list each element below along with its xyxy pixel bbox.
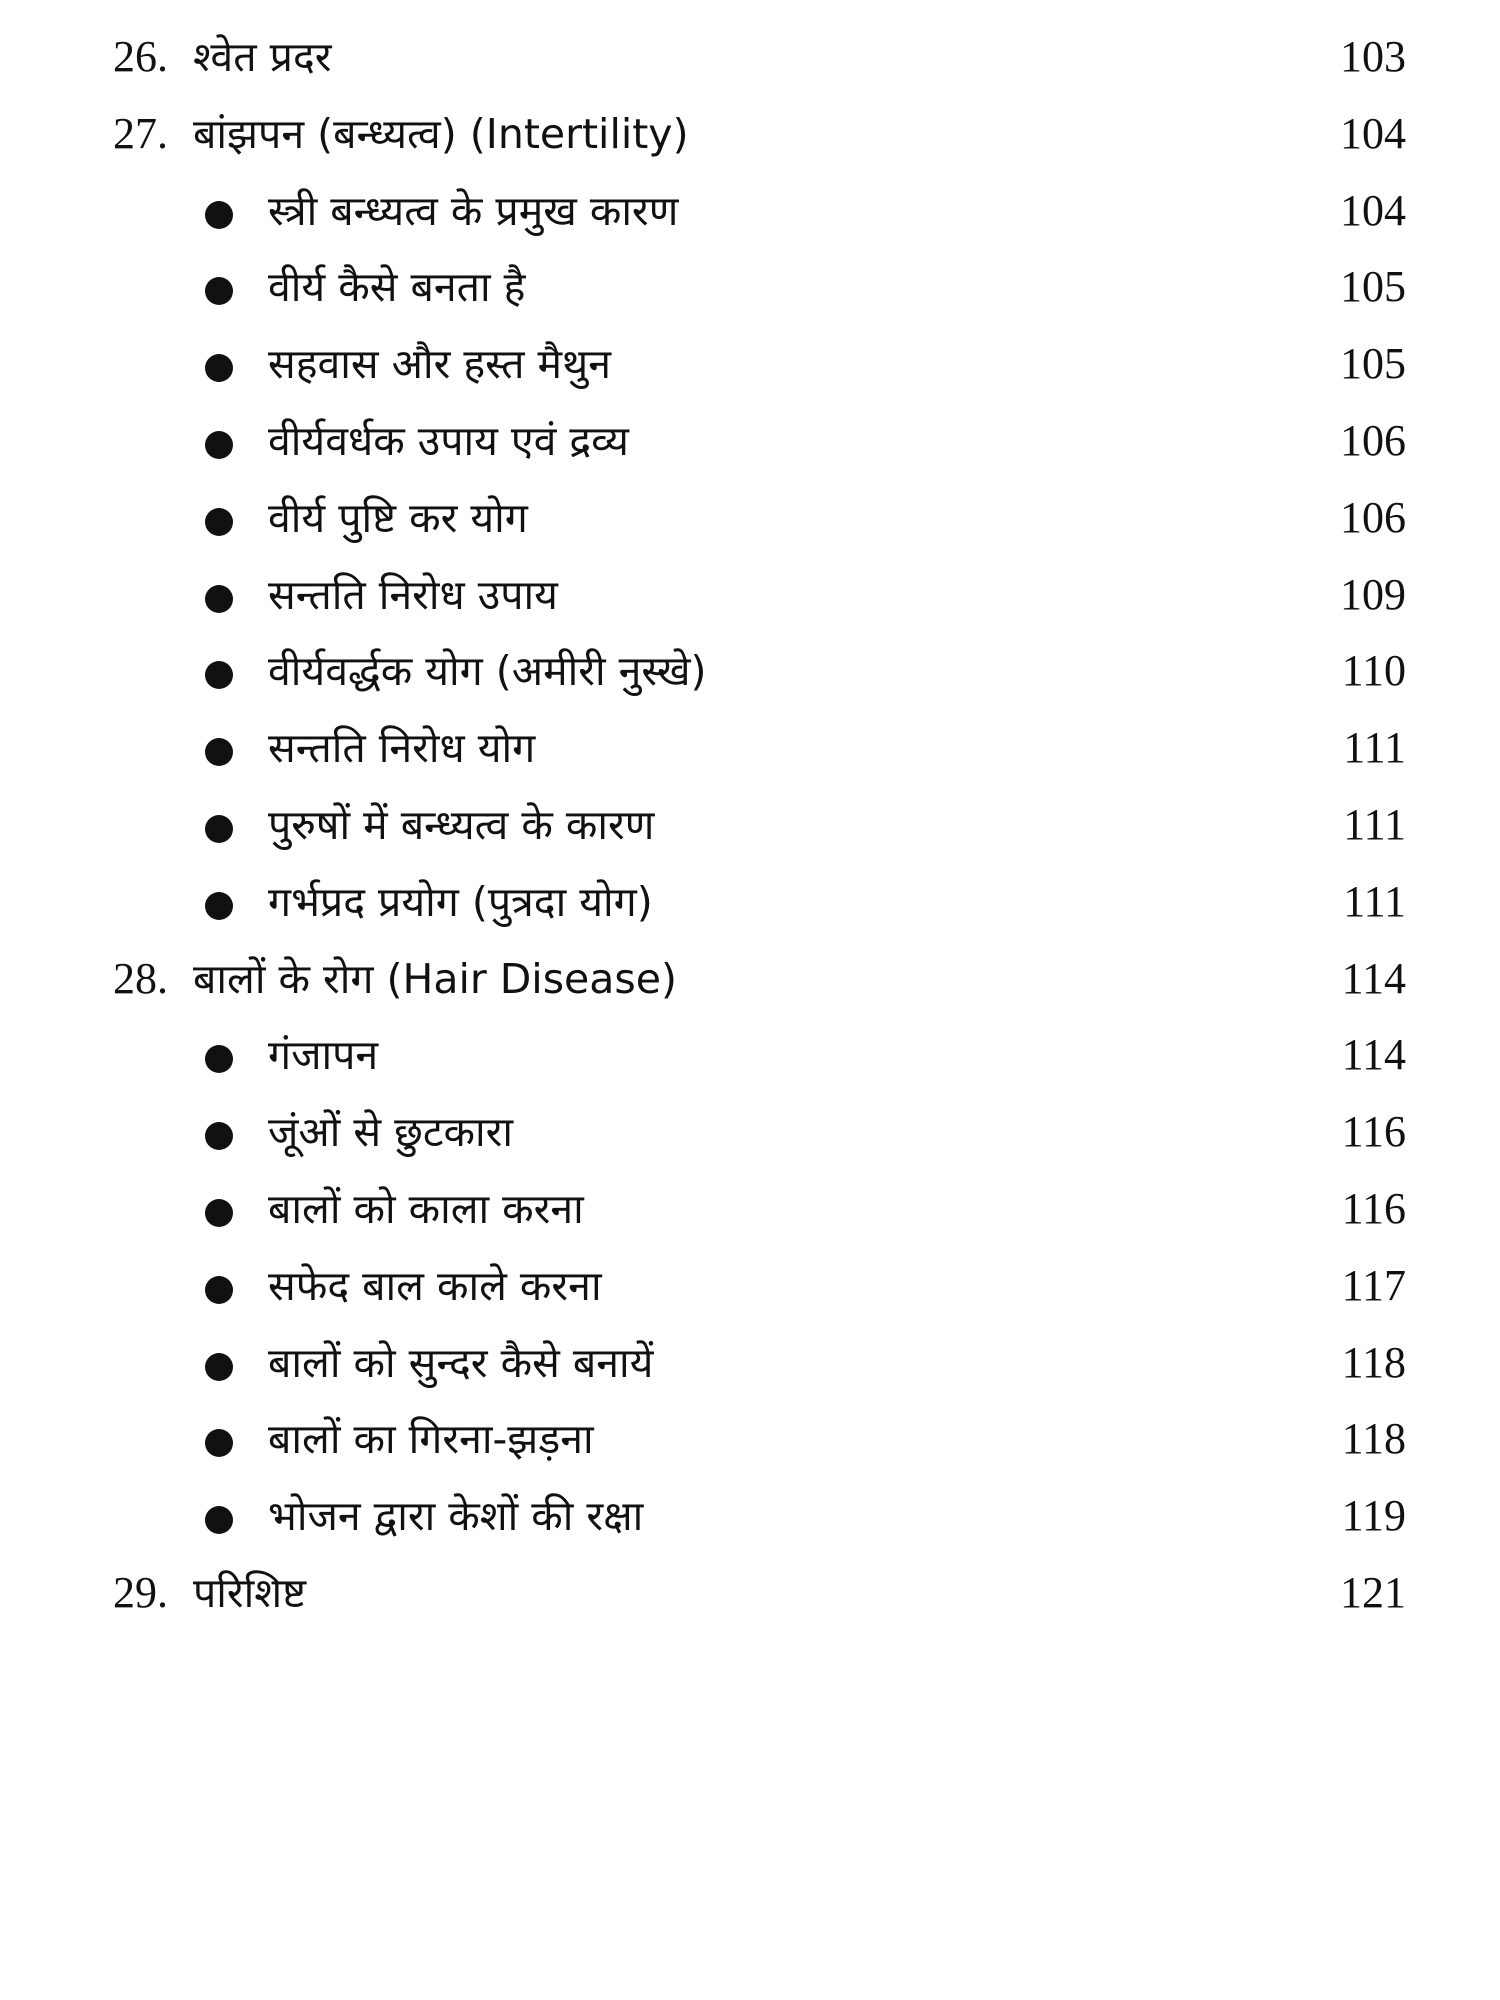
subentry-title: सन्तति निरोध योग (268, 724, 536, 773)
bullet-icon (205, 1506, 233, 1534)
subentry-title: जूंओं से छुटकारा (268, 1108, 514, 1157)
bullet-icon (205, 1429, 233, 1457)
toc-subentry-row (0, 791, 1500, 868)
toc-subentry-row (0, 484, 1500, 561)
page-number: 111 (1343, 799, 1406, 849)
toc-subentry-row (0, 1405, 1500, 1482)
subentry-title: बालों को सुन्दर कैसे बनायें (268, 1338, 654, 1387)
page-number: 105 (1340, 262, 1406, 312)
page-number: 103 (1340, 32, 1406, 81)
toc-subentry-row (0, 1482, 1500, 1559)
bullet-icon (205, 738, 233, 766)
subentry-title: वीर्य पुष्टि कर योग (268, 493, 528, 542)
subentry-title: पुरुषों में बन्ध्यत्व के कारण (268, 800, 655, 849)
subentry-title: बालों का गिरना-झड़ना (268, 1415, 594, 1464)
chapter-number: 27. (113, 108, 168, 158)
bullet-icon (205, 1353, 233, 1381)
page-number: 114 (1341, 953, 1406, 1003)
toc-chapter-row (0, 100, 1500, 177)
bullet-icon (205, 1122, 233, 1150)
chapter-number: 29. (113, 1567, 168, 1617)
subentry-title: वीर्य कैसे बनता है (268, 263, 526, 312)
page-number: 117 (1341, 1260, 1406, 1310)
subentry-title: सफेद बाल काले करना (268, 1261, 602, 1310)
subentry-title: वीर्यवर्द्धक योग (अमीरी नुस्खे) (268, 647, 707, 696)
page-number: 106 (1340, 492, 1406, 542)
page-number: 105 (1340, 339, 1406, 389)
chapter-number: 26. (113, 32, 168, 81)
bullet-icon (205, 1276, 233, 1304)
bullet-icon (205, 201, 233, 229)
toc-subentry-row (0, 1175, 1500, 1252)
page-number: 121 (1340, 1567, 1406, 1617)
bullet-icon (205, 585, 233, 613)
page-number: 106 (1340, 415, 1406, 465)
page-number: 104 (1340, 185, 1406, 235)
toc-chapter-row (0, 1559, 1500, 1636)
page-number: 116 (1341, 1183, 1406, 1233)
toc-subentry-row (0, 407, 1500, 484)
chapter-title: बांझपन (बन्ध्यत्व) (Intertility) (193, 109, 689, 158)
toc-subentry-row (0, 637, 1500, 714)
subentry-title: सहवास और हस्त मैथुन (268, 340, 611, 389)
toc-subentry-row (0, 714, 1500, 791)
page-number: 118 (1341, 1414, 1406, 1464)
page-number: 110 (1341, 646, 1406, 696)
bullet-icon (205, 1199, 233, 1227)
toc-subentry-row (0, 1021, 1500, 1098)
page-number: 111 (1343, 876, 1406, 926)
page-number: 114 (1341, 1030, 1406, 1080)
toc-subentry-row (0, 561, 1500, 638)
page-number: 111 (1343, 723, 1406, 773)
bullet-icon (205, 354, 233, 382)
toc-subentry-row (0, 868, 1500, 945)
subentry-title: भोजन द्वारा केशों की रक्षा (268, 1492, 644, 1541)
toc-subentry-row (0, 1098, 1500, 1175)
bullet-icon (205, 431, 233, 459)
page-number: 109 (1340, 569, 1406, 619)
toc-subentry-row (0, 177, 1500, 254)
page-number: 116 (1341, 1107, 1406, 1157)
page-number: 104 (1340, 108, 1406, 158)
bullet-icon (205, 661, 233, 689)
page-number: 118 (1341, 1337, 1406, 1387)
toc-subentry-row (0, 1329, 1500, 1406)
chapter-title: श्वेत प्रदर (193, 33, 332, 81)
bullet-icon (205, 508, 233, 536)
bullet-icon (205, 277, 233, 305)
subentry-title: गंजापन (268, 1031, 379, 1080)
toc-subentry-row (0, 1252, 1500, 1329)
subentry-title: सन्तति निरोध उपाय (268, 570, 558, 619)
chapter-title: परिशिष्ट (193, 1568, 307, 1617)
bullet-icon (205, 1045, 233, 1073)
table-of-contents (0, 23, 1500, 1636)
page-number: 119 (1341, 1491, 1406, 1541)
subentry-title: वीर्यवर्धक उपाय एवं द्रव्य (268, 416, 629, 465)
chapter-number: 28. (113, 953, 168, 1003)
chapter-title: बालों के रोग (Hair Disease) (193, 954, 677, 1003)
subentry-title: गर्भप्रद प्रयोग (पुत्रदा योग) (268, 877, 653, 926)
toc-chapter-row (0, 23, 1500, 100)
subentry-title: स्त्री बन्ध्यत्व के प्रमुख कारण (268, 186, 679, 235)
toc-chapter-row (0, 945, 1500, 1022)
toc-subentry-row (0, 330, 1500, 407)
bullet-icon (205, 815, 233, 843)
bullet-icon (205, 892, 233, 920)
subentry-title: बालों को काला करना (268, 1184, 584, 1233)
toc-subentry-row (0, 253, 1500, 330)
